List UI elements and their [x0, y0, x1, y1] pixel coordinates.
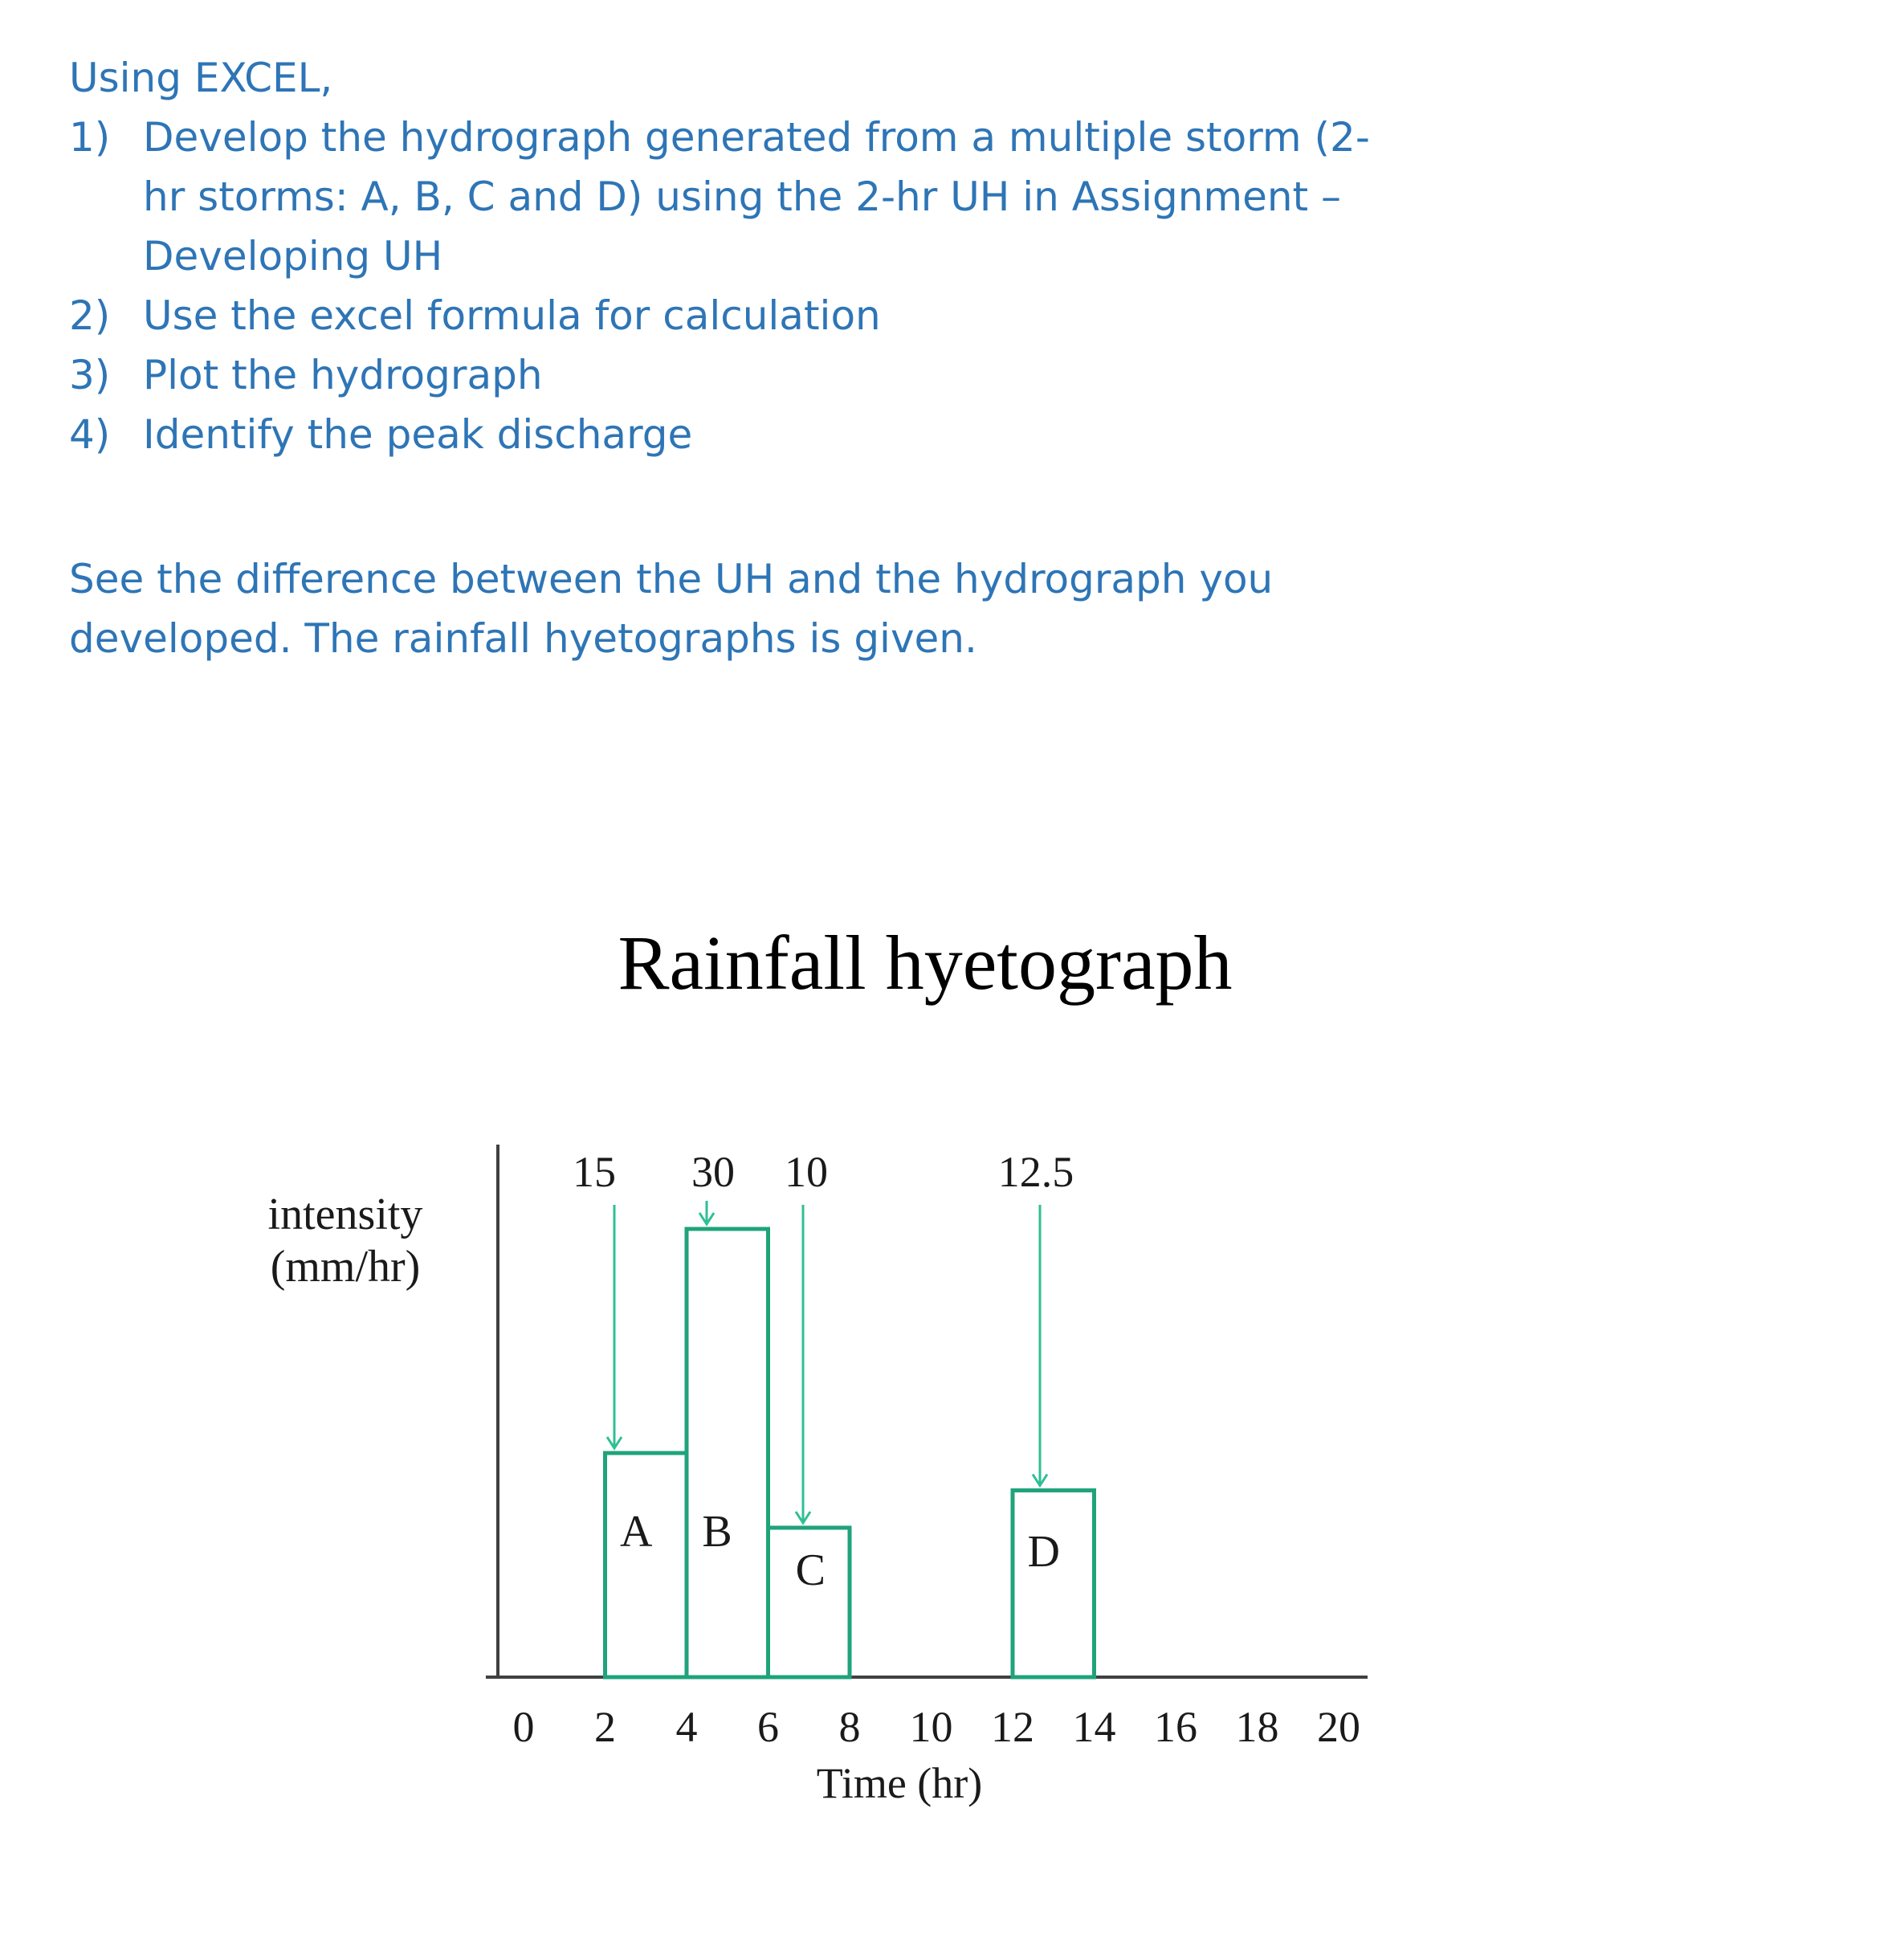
instruction-text: Develop the hydrograph generated from a multiple storm (2-hr storms: A, B, C and D) using the 2-hr UH in Assignment – Developing UH — [143, 114, 1370, 280]
chart-marks — [486, 1145, 1368, 1751]
chart-svg — [0, 867, 1904, 1880]
instruction-text: Plot the hydrograph — [143, 352, 543, 398]
value-label-b: 30 — [691, 1148, 735, 1196]
bar-d — [1013, 1491, 1095, 1678]
instruction-item-1 — [69, 108, 1370, 286]
bar-label-b: B — [702, 1507, 732, 1557]
instruction-item-3 — [69, 345, 1370, 405]
bar-label-c: C — [795, 1545, 826, 1595]
x-tick-label: 18 — [1235, 1703, 1279, 1751]
bar-label-d: D — [1027, 1527, 1060, 1577]
bar-b — [687, 1229, 769, 1677]
x-axis-label: Time (hr) — [816, 1759, 983, 1807]
instruction-number: 1) — [69, 114, 111, 161]
value-label-c: 10 — [785, 1148, 828, 1196]
y-axis-label-line-2: (mm/hr) — [270, 1242, 421, 1292]
value-label-a: 15 — [573, 1148, 616, 1196]
instructions-note: See the difference between the UH and the hydrograph you developed. The rainfall hyetographs is given. — [69, 556, 1274, 662]
assignment-instructions — [69, 48, 1370, 668]
value-label-d: 12.5 — [997, 1148, 1074, 1196]
instruction-number: 4) — [69, 411, 111, 458]
x-tick-label: 8 — [838, 1703, 861, 1751]
x-tick-label: 14 — [1072, 1703, 1116, 1751]
instruction-text: Identify the peak discharge — [143, 411, 693, 458]
x-tick-label: 16 — [1154, 1703, 1197, 1751]
x-tick-label: 2 — [594, 1703, 616, 1751]
rainfall-hyetograph-chart — [0, 867, 1904, 1880]
x-tick-label: 4 — [675, 1703, 698, 1751]
instruction-item-4 — [69, 405, 1370, 464]
y-axis-label-line-1: intensity — [267, 1190, 423, 1239]
bar-label-a: A — [620, 1507, 653, 1557]
instruction-number: 3) — [69, 352, 111, 398]
x-tick-label: 6 — [757, 1703, 779, 1751]
x-tick-label: 12 — [991, 1703, 1034, 1751]
x-tick-label: 10 — [909, 1703, 953, 1751]
x-tick-label: 0 — [512, 1703, 535, 1751]
chart-title: Rainfall hyetograph — [618, 920, 1233, 1006]
instruction-item-2 — [69, 286, 1370, 345]
instruction-text: Use the excel formula for calculation — [143, 292, 881, 339]
instruction-number: 2) — [69, 292, 111, 339]
x-tick-label: 20 — [1317, 1703, 1360, 1751]
instructions-list — [69, 108, 1370, 464]
instructions-intro: Using EXCEL, — [69, 55, 333, 101]
bar-a — [605, 1453, 687, 1677]
